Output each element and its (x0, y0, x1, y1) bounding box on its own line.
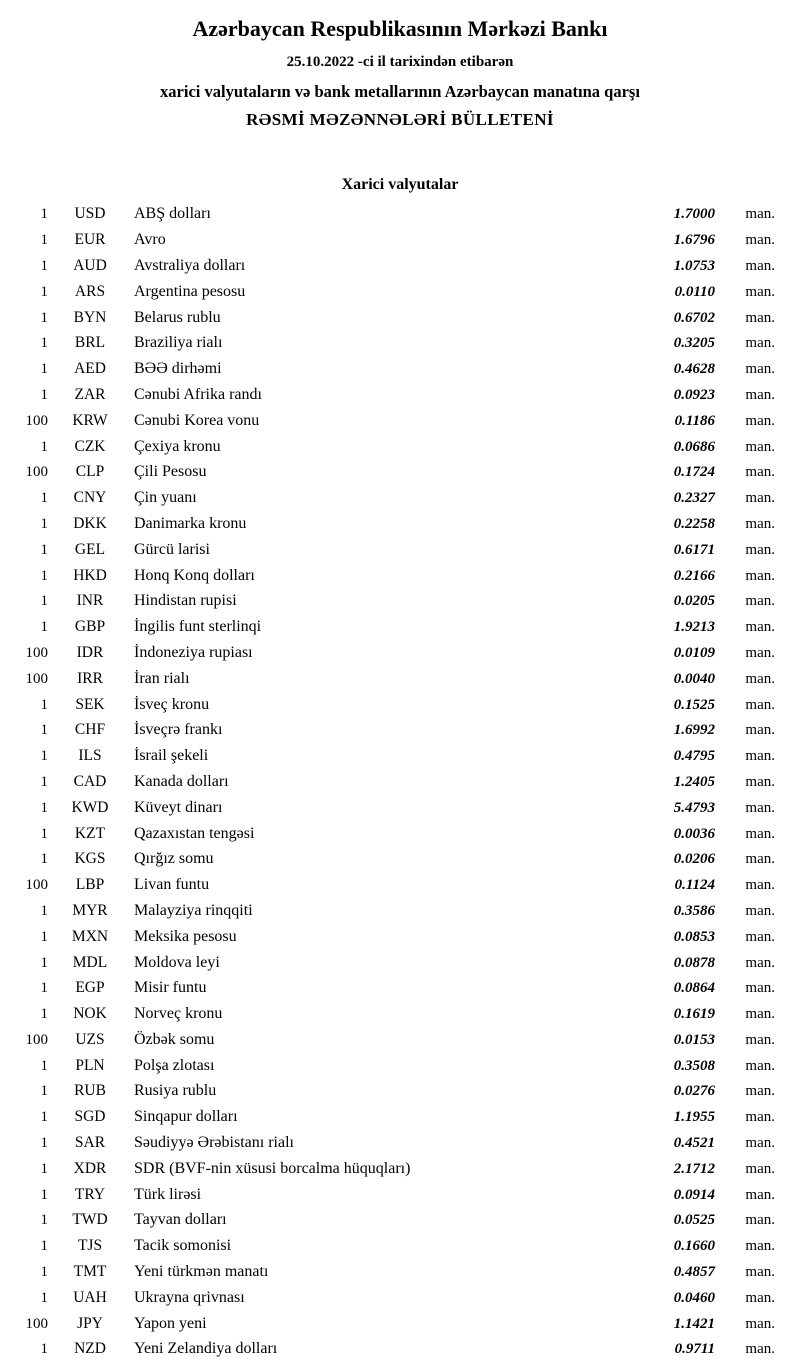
row-currency-code: CHF (74, 721, 106, 739)
row-currency-name: Hindistan rupisi (134, 592, 237, 610)
row-unit-label: man. (745, 1057, 775, 1074)
row-currency-code: TJS (77, 1237, 103, 1255)
row-quantity: 1 (40, 928, 48, 945)
row-quantity: 1 (40, 1341, 48, 1358)
row-currency-name: İsveç kronu (134, 695, 210, 713)
rate-row (0, 1104, 800, 1130)
row-quantity: 1 (40, 1160, 48, 1177)
row-currency-name: Kanada dolları (134, 772, 229, 790)
rate-row (0, 821, 800, 847)
rate-row (0, 253, 800, 279)
row-unit-label: man. (745, 1289, 775, 1306)
row-currency-code: INR (76, 592, 104, 610)
row-currency-name: Malayziya rinqqiti (134, 901, 253, 919)
rate-row (0, 485, 800, 511)
row-rate-value: 0.4628 (673, 361, 715, 378)
row-quantity: 1 (40, 206, 48, 223)
row-currency-name: Misir funtu (134, 979, 207, 997)
rate-row (0, 279, 800, 305)
row-currency-code: EUR (74, 231, 106, 249)
row-unit-label: man. (745, 1341, 775, 1358)
rate-row (0, 1001, 800, 1027)
row-currency-name: Yeni Zelandiya dolları (134, 1340, 278, 1358)
rate-row (0, 305, 800, 331)
row-quantity: 1 (40, 902, 48, 919)
row-quantity: 1 (40, 1289, 48, 1306)
row-currency-code: TRY (74, 1185, 106, 1203)
row-quantity: 1 (40, 257, 48, 274)
row-unit-label: man. (745, 748, 775, 765)
row-quantity: 1 (40, 773, 48, 790)
row-currency-code: MYR (72, 901, 108, 919)
rate-row (0, 1311, 800, 1337)
row-rate-value: 0.0110 (674, 283, 715, 300)
row-quantity: 1 (40, 541, 48, 558)
rate-row (0, 1285, 800, 1311)
row-unit-label: man. (745, 361, 775, 378)
row-quantity: 1 (40, 722, 48, 739)
row-currency-name: Ukrayna qrivnası (134, 1288, 245, 1306)
row-rate-value: 0.2327 (673, 490, 715, 507)
rate-row (0, 846, 800, 872)
row-currency-name: Rusiya rublu (134, 1082, 217, 1100)
row-quantity: 100 (25, 412, 48, 429)
row-currency-code: AUD (73, 256, 107, 274)
row-currency-name: Cənubi Afrika randı (134, 385, 262, 403)
row-rate-value: 1.1955 (673, 1109, 715, 1126)
row-currency-name: SDR (BVF-nin xüsusi borcalma hüquqları) (134, 1159, 411, 1177)
row-rate-value: 0.0923 (673, 386, 715, 403)
row-unit-label: man. (745, 386, 775, 403)
row-quantity: 1 (40, 799, 48, 816)
rate-row (0, 614, 800, 640)
row-currency-code: HKD (73, 566, 107, 584)
bulletin-title: RƏSMİ MƏZƏNNƏLƏRİ BÜLLETENİ (246, 110, 554, 130)
rate-row (0, 795, 800, 821)
row-unit-label: man. (745, 1083, 775, 1100)
row-unit-label: man. (745, 464, 775, 481)
row-currency-code: NZD (74, 1340, 106, 1358)
row-rate-value: 0.0276 (673, 1083, 715, 1100)
row-unit-label: man. (745, 335, 775, 352)
row-unit-label: man. (745, 593, 775, 610)
row-rate-value: 0.4521 (673, 1135, 715, 1152)
row-quantity: 1 (40, 386, 48, 403)
row-unit-label: man. (745, 928, 775, 945)
row-rate-value: 1.6796 (673, 232, 715, 249)
rate-row (0, 588, 800, 614)
row-currency-code: GBP (74, 618, 106, 636)
row-rate-value: 0.4857 (673, 1264, 715, 1281)
row-rate-value: 0.1724 (673, 464, 715, 481)
rate-row (0, 975, 800, 1001)
rate-row (0, 1259, 800, 1285)
row-currency-name: İndoneziya rupiası (134, 643, 253, 661)
row-rate-value: 0.1660 (673, 1238, 715, 1255)
row-currency-name: Moldova leyi (134, 953, 220, 971)
row-currency-name: Tacik somonisi (134, 1237, 232, 1255)
row-quantity: 100 (25, 670, 48, 687)
row-currency-name: Danimarka kronu (134, 514, 247, 532)
row-currency-name: Çili Pesosu (134, 463, 207, 481)
row-quantity: 1 (40, 361, 48, 378)
row-unit-label: man. (745, 877, 775, 894)
row-unit-label: man. (745, 490, 775, 507)
rate-row (0, 640, 800, 666)
row-currency-name: Norveç kronu (134, 1005, 223, 1023)
row-quantity: 100 (25, 1031, 48, 1048)
row-unit-label: man. (745, 902, 775, 919)
row-currency-name: Özbək somu (134, 1030, 215, 1048)
row-currency-code: TWD (72, 1211, 108, 1229)
row-currency-name: Çin yuanı (134, 489, 197, 507)
section-title-foreign-currencies: Xarici valyutalar (341, 176, 459, 194)
row-rate-value: 0.0914 (673, 1186, 715, 1203)
rate-row (0, 898, 800, 924)
row-quantity: 1 (40, 1264, 48, 1281)
row-rate-value: 0.0040 (673, 670, 715, 687)
rate-row (0, 227, 800, 253)
rate-row (0, 743, 800, 769)
rate-row (0, 408, 800, 434)
row-quantity: 1 (40, 954, 48, 971)
rate-row (0, 692, 800, 718)
row-currency-name: Yapon yeni (134, 1314, 207, 1332)
row-rate-value: 1.2405 (673, 773, 715, 790)
bulletin-subtitle: xarici valyutaların və bank metallarının Azərbaycan manatına qarşı (160, 82, 640, 102)
row-quantity: 1 (40, 232, 48, 249)
rate-row (0, 872, 800, 898)
row-currency-name: Türk lirəsi (134, 1185, 202, 1203)
row-rate-value: 1.7000 (673, 206, 715, 223)
rate-row (0, 511, 800, 537)
row-currency-code: PLN (75, 1056, 105, 1074)
row-currency-code: KGS (74, 850, 106, 868)
rate-row (0, 1027, 800, 1053)
row-unit-label: man. (745, 799, 775, 816)
row-unit-label: man. (745, 619, 775, 636)
row-currency-name: Avro (134, 231, 166, 249)
rate-row (0, 382, 800, 408)
row-currency-name: Meksika pesosu (134, 927, 237, 945)
row-rate-value: 0.0525 (673, 1212, 715, 1229)
row-currency-code: CZK (74, 437, 106, 455)
row-unit-label: man. (745, 206, 775, 223)
row-currency-name: Küveyt dinarı (134, 798, 223, 816)
row-currency-code: TMT (73, 1263, 107, 1281)
row-unit-label: man. (745, 980, 775, 997)
row-currency-name: Tayvan dolları (134, 1211, 227, 1229)
rate-row (0, 1336, 800, 1362)
row-rate-value: 0.0460 (673, 1289, 715, 1306)
row-rate-value: 0.0153 (673, 1031, 715, 1048)
row-quantity: 1 (40, 515, 48, 532)
row-unit-label: man. (745, 722, 775, 739)
row-unit-label: man. (745, 644, 775, 661)
rate-row (0, 717, 800, 743)
row-currency-code: UZS (75, 1030, 105, 1048)
row-quantity: 1 (40, 1135, 48, 1152)
row-rate-value: 0.4795 (673, 748, 715, 765)
row-unit-label: man. (745, 283, 775, 300)
row-rate-value: 1.6992 (673, 722, 715, 739)
row-rate-value: 0.2166 (673, 567, 715, 584)
row-currency-name: İngilis funt sterlinqi (134, 618, 262, 636)
row-quantity: 1 (40, 567, 48, 584)
row-unit-label: man. (745, 1031, 775, 1048)
rate-row (0, 356, 800, 382)
row-quantity: 1 (40, 1057, 48, 1074)
row-currency-name: İran rialı (134, 669, 190, 687)
row-unit-label: man. (745, 954, 775, 971)
rate-row (0, 201, 800, 227)
row-currency-name: Honq Konq dolları (134, 566, 255, 584)
rate-row (0, 950, 800, 976)
row-currency-code: UAH (73, 1288, 107, 1306)
row-currency-name: Livan funtu (134, 876, 210, 894)
rate-row (0, 1233, 800, 1259)
row-unit-label: man. (745, 670, 775, 687)
row-currency-code: CAD (73, 772, 107, 790)
row-quantity: 100 (25, 1315, 48, 1332)
row-rate-value: 0.6702 (673, 309, 715, 326)
row-quantity: 1 (40, 593, 48, 610)
row-currency-code: SAR (74, 1134, 106, 1152)
row-rate-value: 0.3205 (673, 335, 715, 352)
row-unit-label: man. (745, 1006, 775, 1023)
row-currency-code: MXN (71, 927, 109, 945)
row-currency-code: IRR (77, 669, 103, 687)
rate-row (0, 1207, 800, 1233)
row-rate-value: 0.0109 (673, 644, 715, 661)
row-rate-value: 0.2258 (673, 515, 715, 532)
row-currency-name: Argentina pesosu (134, 282, 246, 300)
row-unit-label: man. (745, 257, 775, 274)
row-currency-name: Braziliya rialı (134, 334, 223, 352)
row-unit-label: man. (745, 309, 775, 326)
row-currency-name: Cənubi Korea vonu (134, 411, 260, 429)
row-currency-name: Gürcü larisi (134, 540, 210, 558)
row-unit-label: man. (745, 1109, 775, 1126)
row-quantity: 1 (40, 490, 48, 507)
row-rate-value: 0.1124 (674, 877, 715, 894)
row-currency-code: RUB (74, 1082, 106, 1100)
row-unit-label: man. (745, 1186, 775, 1203)
row-quantity: 1 (40, 283, 48, 300)
row-currency-name: Sinqapur dolları (134, 1108, 238, 1126)
row-currency-code: MDL (72, 953, 108, 971)
row-quantity: 1 (40, 980, 48, 997)
rate-row (0, 459, 800, 485)
row-unit-label: man. (745, 773, 775, 790)
rate-row (0, 1182, 800, 1208)
row-unit-label: man. (745, 541, 775, 558)
rate-row (0, 924, 800, 950)
row-rate-value: 0.9711 (674, 1341, 715, 1358)
row-rate-value: 0.1525 (673, 696, 715, 713)
row-rate-value: 0.1186 (674, 412, 715, 429)
row-unit-label: man. (745, 567, 775, 584)
rate-row (0, 1078, 800, 1104)
row-unit-label: man. (745, 1212, 775, 1229)
row-quantity: 100 (25, 877, 48, 894)
row-quantity: 1 (40, 696, 48, 713)
bulletin-header (0, 16, 800, 130)
row-currency-code: LBP (75, 876, 105, 894)
row-currency-name: Qırğız somu (134, 850, 214, 868)
row-unit-label: man. (745, 825, 775, 842)
row-unit-label: man. (745, 1135, 775, 1152)
row-rate-value: 1.1421 (673, 1315, 715, 1332)
rate-row (0, 1053, 800, 1079)
row-currency-code: NOK (73, 1005, 107, 1023)
row-currency-name: Polşa zlotası (134, 1056, 215, 1074)
row-quantity: 1 (40, 1006, 48, 1023)
row-quantity: 1 (40, 438, 48, 455)
row-currency-code: ARS (74, 282, 106, 300)
row-currency-code: CNY (73, 489, 107, 507)
row-rate-value: 1.9213 (673, 619, 715, 636)
row-unit-label: man. (745, 232, 775, 249)
row-currency-code: ILS (78, 747, 102, 765)
rate-row (0, 537, 800, 563)
rate-row (0, 769, 800, 795)
row-unit-label: man. (745, 1264, 775, 1281)
row-currency-code: AED (74, 360, 106, 378)
row-currency-name: Qazaxıstan tengəsi (134, 824, 255, 842)
row-quantity: 1 (40, 1212, 48, 1229)
row-currency-code: DKK (73, 514, 107, 532)
effective-date-line: 25.10.2022 -ci il tarixindən etibarən (286, 54, 514, 71)
row-unit-label: man. (745, 1160, 775, 1177)
row-currency-name: Belarus rublu (134, 308, 221, 326)
row-rate-value: 0.3586 (673, 902, 715, 919)
row-currency-name: İsveçrə frankı (134, 721, 223, 739)
row-currency-name: ABŞ dolları (134, 205, 211, 223)
row-rate-value: 0.1619 (673, 1006, 715, 1023)
row-currency-code: XDR (73, 1159, 107, 1177)
row-unit-label: man. (745, 851, 775, 868)
row-currency-code: CLP (75, 463, 105, 481)
row-currency-name: Səudiyyə Ərəbistanı rialı (134, 1134, 294, 1152)
row-currency-name: İsrail şekeli (134, 747, 209, 765)
row-rate-value: 1.0753 (673, 257, 715, 274)
row-currency-code: USD (74, 205, 106, 223)
row-quantity: 1 (40, 619, 48, 636)
row-quantity: 1 (40, 1238, 48, 1255)
row-unit-label: man. (745, 438, 775, 455)
row-rate-value: 0.0853 (673, 928, 715, 945)
row-rate-value: 5.4793 (673, 799, 715, 816)
row-currency-code: SEK (75, 695, 105, 713)
row-currency-code: GEL (74, 540, 106, 558)
row-quantity: 1 (40, 851, 48, 868)
rate-row (0, 434, 800, 460)
rate-row (0, 330, 800, 356)
row-quantity: 1 (40, 825, 48, 842)
row-rate-value: 2.1712 (673, 1160, 715, 1177)
rate-row (0, 563, 800, 589)
row-rate-value: 0.6171 (673, 541, 715, 558)
row-quantity: 100 (25, 644, 48, 661)
row-currency-code: JPY (77, 1314, 103, 1332)
row-rate-value: 0.3508 (673, 1057, 715, 1074)
row-quantity: 1 (40, 335, 48, 352)
row-currency-code: IDR (76, 643, 104, 661)
row-currency-name: Avstraliya dolları (134, 256, 246, 274)
row-unit-label: man. (745, 1315, 775, 1332)
row-currency-code: BYN (73, 308, 107, 326)
rates-table (0, 201, 800, 1362)
row-unit-label: man. (745, 1238, 775, 1255)
row-rate-value: 0.0686 (673, 438, 715, 455)
row-currency-code: EGP (75, 979, 105, 997)
rate-row (0, 666, 800, 692)
row-currency-code: SGD (74, 1108, 106, 1126)
bank-name: Azərbaycan Respublikasının Mərkəzi Bankı (192, 16, 608, 41)
row-unit-label: man. (745, 696, 775, 713)
row-currency-name: Yeni türkmən manatı (134, 1263, 269, 1281)
rate-row (0, 1130, 800, 1156)
row-currency-code: KZT (74, 824, 106, 842)
row-unit-label: man. (745, 412, 775, 429)
row-rate-value: 0.0878 (673, 954, 715, 971)
row-rate-value: 0.0206 (673, 851, 715, 868)
rate-row (0, 1156, 800, 1182)
row-quantity: 1 (40, 1109, 48, 1126)
row-currency-code: KWD (71, 798, 109, 816)
row-quantity: 1 (40, 309, 48, 326)
row-currency-code: ZAR (74, 385, 106, 403)
row-rate-value: 0.0036 (673, 825, 715, 842)
row-currency-name: Çexiya kronu (134, 437, 221, 455)
row-rate-value: 0.0205 (673, 593, 715, 610)
row-unit-label: man. (745, 515, 775, 532)
row-quantity: 1 (40, 1083, 48, 1100)
row-currency-name: BƏƏ dirhəmi (134, 360, 222, 378)
row-rate-value: 0.0864 (673, 980, 715, 997)
row-currency-code: BRL (74, 334, 106, 352)
row-quantity: 1 (40, 748, 48, 765)
row-currency-code: KRW (72, 411, 108, 429)
row-quantity: 100 (25, 464, 48, 481)
row-quantity: 1 (40, 1186, 48, 1203)
